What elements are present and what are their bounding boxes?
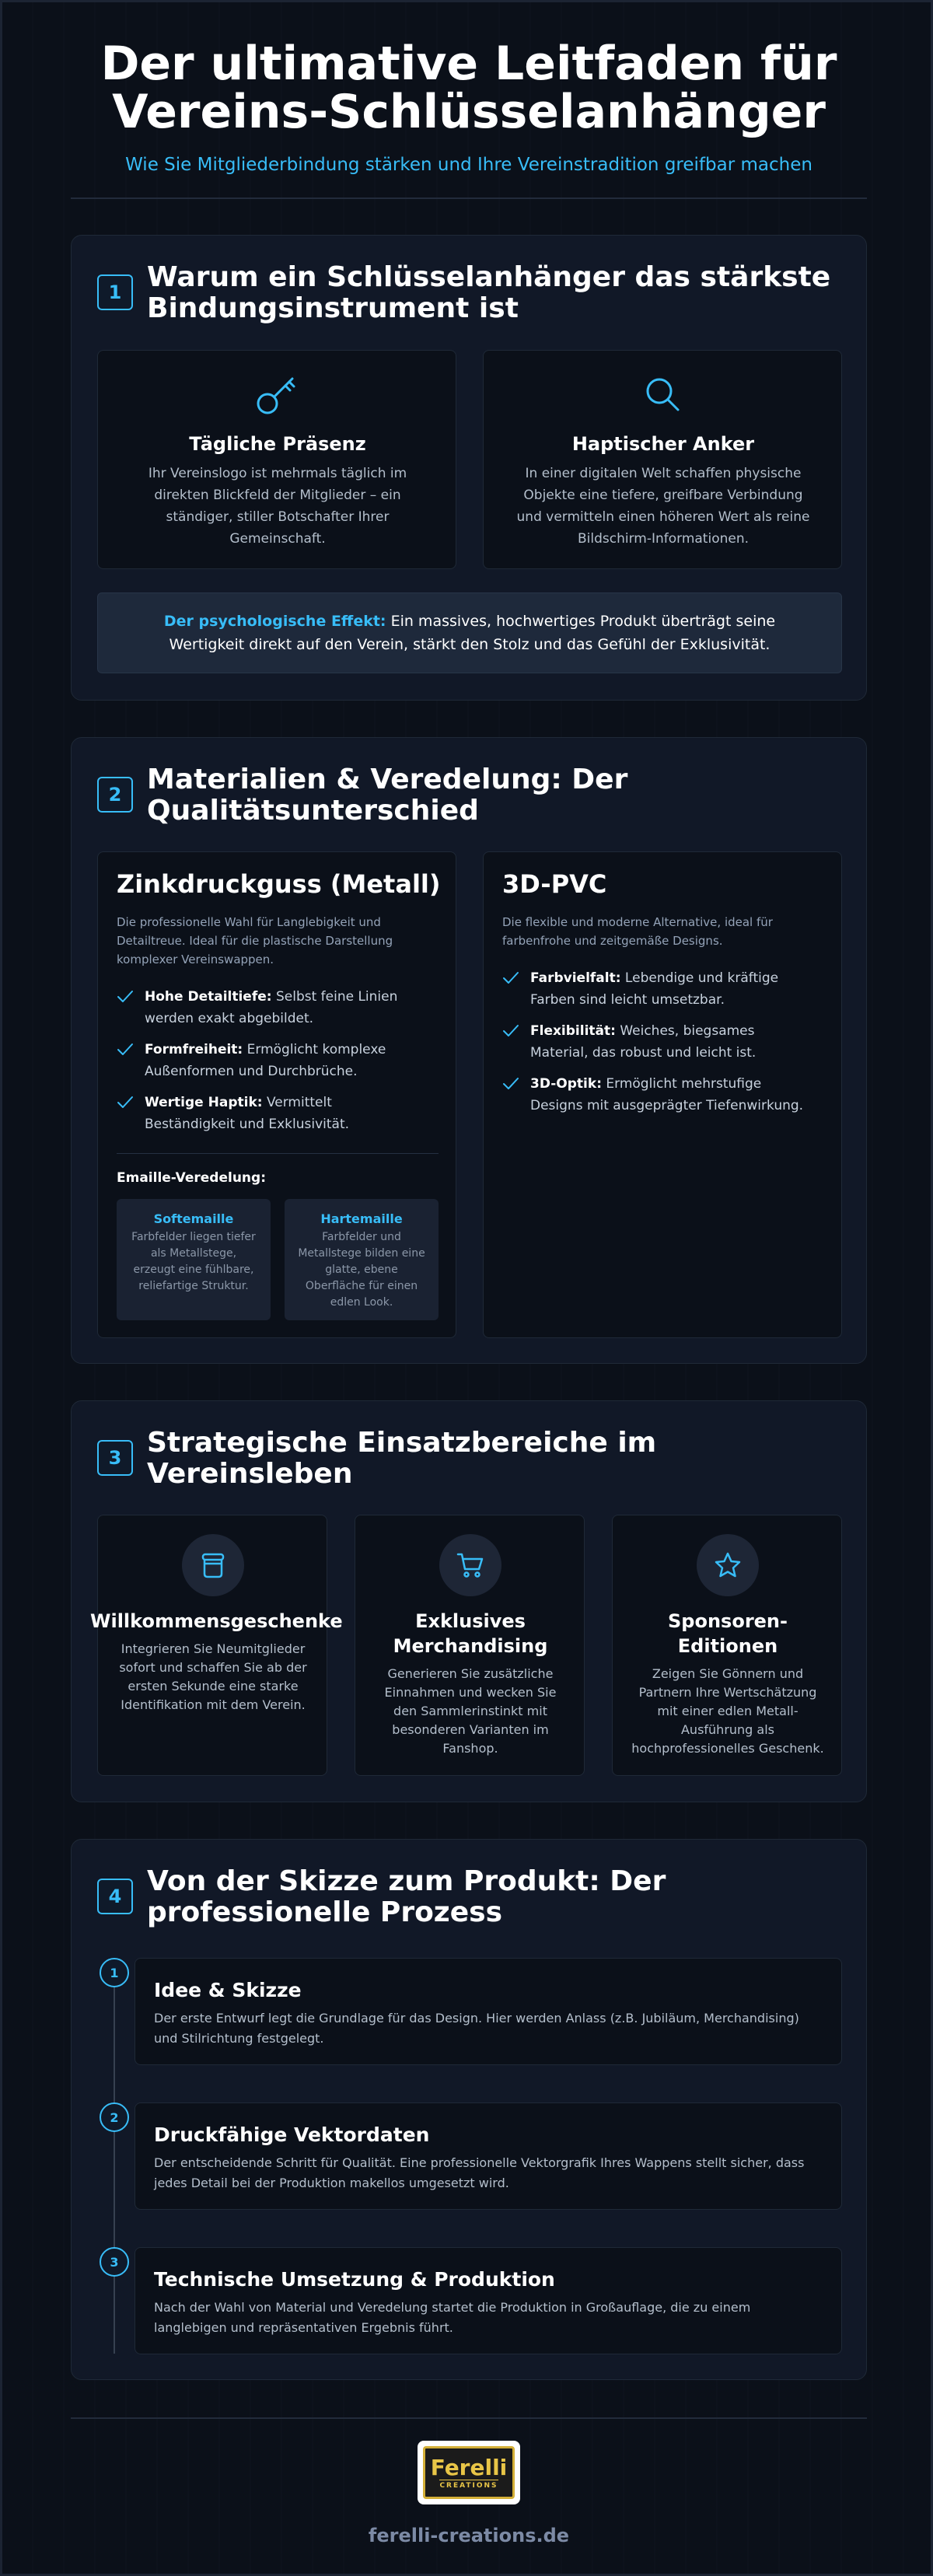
section-title — [147, 1866, 831, 1928]
check-icon — [117, 1095, 134, 1110]
material-description-line: Die professionelle Wahl für Langlebigkeit und — [117, 915, 381, 929]
use-case-text-line: Partnern Ihre Wertschätzung — [638, 1685, 817, 1700]
section-why — [71, 235, 867, 701]
callout-label: Der psychologische Effekt: — [163, 613, 386, 630]
emaille-option-title: Hartemaille — [320, 1211, 403, 1226]
emaille-text-line: Metallstege bilden eine — [298, 1247, 425, 1260]
card-text-line: direkten Blickfeld der Mitglieder – ein — [154, 488, 401, 503]
divider — [117, 1153, 439, 1154]
material-description — [502, 913, 829, 950]
feature-label: Flexibilität: — [530, 1023, 616, 1039]
feature-text: Beständigkeit und Exklusivität. — [145, 1117, 350, 1132]
section-title-line2: Vereinsleben — [147, 1458, 353, 1490]
step-number: 3 — [100, 2247, 129, 2277]
card-title: Tägliche Präsenz — [189, 433, 366, 455]
emaille-option-text — [128, 1229, 260, 1295]
card-zinc-die-cast — [97, 851, 456, 1338]
card-title: Haptischer Anker — [571, 433, 755, 455]
brand-logo-sub: CREATIONS — [439, 2480, 498, 2490]
card-text — [499, 463, 827, 550]
section-number-badge: 4 — [97, 1879, 133, 1914]
page-title-line2: Vereins-Schlüsselanhänger — [112, 85, 826, 139]
feature-item — [502, 1020, 829, 1064]
feature-label: Wertige Haptik: — [145, 1095, 263, 1110]
material-description-line: Detailtreue. Ideal für die plastische Darstellung — [117, 934, 393, 948]
card-text-line: Ihr Vereinslogo ist mehrmals täglich im — [148, 466, 407, 481]
brand-logo-plate — [423, 2446, 515, 2499]
use-case-text-line: Zeigen Sie Gönnern und — [652, 1666, 804, 1681]
section-process — [71, 1839, 867, 2380]
card-haptic-anchor — [483, 350, 842, 569]
step-text-line: Der entscheidende Schritt für Qualität. Eine professionelle Vektorgrafik Ihres Wappens stellt sicher, dass — [154, 2155, 805, 2170]
use-case-text-line: Integrieren Sie Neumitglieder — [121, 1641, 306, 1656]
feature-text: Ermöglicht mehrstufige — [602, 1076, 762, 1092]
step-text — [154, 2153, 823, 2193]
use-case-text-line: Einnahmen und wecken Sie — [384, 1685, 557, 1700]
emaille-text-line: Farbfelder und — [322, 1231, 401, 1243]
section-title-line2: Bindungsinstrument ist — [147, 292, 519, 324]
feature-item — [117, 1092, 443, 1135]
use-case-title-line: Merchandising — [393, 1635, 548, 1657]
use-case-text — [107, 1640, 319, 1714]
step-title: Druckfähige Vektordaten — [154, 2123, 430, 2146]
feature-text: Material, das robust und leicht ist. — [530, 1045, 757, 1061]
check-icon — [502, 970, 519, 986]
feature-text: werden exakt abgebildet. — [145, 1011, 314, 1026]
card-daily-presence — [97, 350, 456, 569]
emaille-text-line: reliefartige Struktur. — [138, 1280, 249, 1292]
feature-label: Hohe Detailtiefe: — [145, 989, 272, 1005]
feature-label: 3D-Optik: — [530, 1076, 602, 1092]
section-number-badge: 2 — [97, 777, 133, 813]
process-timeline — [114, 1968, 115, 2354]
material-description-line: farbenfrohe und zeitgemäße Designs. — [502, 934, 723, 948]
step-text — [154, 2298, 823, 2338]
use-case-title: Willkommensgeschenke — [90, 1610, 343, 1632]
card-text-line: und vermitteln einen höheren Wert als reine — [516, 509, 810, 525]
card-text-line: Gemeinschaft. — [229, 531, 326, 547]
feature-text: Designs mit ausgeprägter Tiefenwirkung. — [530, 1098, 804, 1113]
card-text — [114, 463, 442, 550]
step-text-line: langlebigen und repräsentativen Ergebnis führt. — [154, 2320, 453, 2335]
gift-box-icon — [182, 1534, 244, 1596]
feature-item — [117, 986, 443, 1029]
emaille-hard — [285, 1199, 439, 1320]
use-case-title — [355, 1609, 585, 1658]
process-step — [135, 2247, 842, 2354]
check-icon — [502, 1023, 519, 1039]
card-welcome-gifts — [90, 1515, 343, 1776]
section-title-line1: Warum ein Schlüsselanhänger das stärkste — [147, 261, 831, 293]
search-icon — [639, 371, 687, 419]
step-text — [154, 2008, 823, 2049]
card-sponsor-editions — [612, 1515, 842, 1776]
feature-item — [502, 1073, 829, 1117]
emaille-text-line: glatte, ebene — [325, 1264, 398, 1276]
key-icon — [253, 371, 302, 419]
emaille-text-line: edlen Look. — [330, 1296, 393, 1309]
use-case-text-line: hochprofessionelles Geschenk. — [631, 1741, 824, 1756]
use-case-text-line: Identifikation mit dem Verein. — [121, 1697, 306, 1712]
check-icon — [502, 1076, 519, 1092]
use-case-text-line: Generieren Sie zusätzliche — [387, 1666, 554, 1681]
feature-text: Farben sind leicht umsetzbar. — [530, 992, 725, 1008]
cart-icon — [439, 1534, 501, 1596]
star-icon — [697, 1534, 759, 1596]
step-number: 2 — [100, 2102, 129, 2132]
brand-logo-main: Ferelli — [430, 2454, 508, 2480]
section-number-badge: 3 — [97, 1440, 133, 1476]
use-case-text-line: ersten Sekunde eine starke — [128, 1679, 299, 1693]
section-materials — [71, 737, 867, 1364]
emaille-option-title: Softemaille — [153, 1211, 234, 1226]
feature-item — [117, 1039, 443, 1082]
check-icon — [117, 989, 134, 1005]
material-title: 3D-PVC — [502, 869, 607, 899]
emaille-text-line: als Metallstege, — [150, 1247, 237, 1260]
feature-text: Weiches, biegsames — [615, 1023, 755, 1039]
emaille-text-line: erzeugt eine fühlbare, — [133, 1264, 254, 1276]
process-step — [135, 1958, 842, 2065]
check-icon — [117, 1042, 134, 1057]
material-description-line: Die flexible und moderne Alternative, ideal für — [502, 915, 773, 929]
use-case-title — [613, 1609, 843, 1658]
use-case-title-line: Editionen — [677, 1635, 778, 1657]
material-description-line: komplexer Vereinswappen. — [117, 952, 274, 966]
emaille-text-line: Farbfelder liegen tiefer — [131, 1231, 256, 1243]
step-title: Technische Umsetzung & Produktion — [154, 2268, 555, 2291]
feature-text: Ermöglicht komplexe — [243, 1042, 386, 1057]
callout-text-line2: Wertigkeit direkt auf den Verein, stärkt den Stolz und das Gefühl der Exklusivität. — [169, 636, 771, 653]
feature-label: Formfreiheit: — [145, 1042, 243, 1057]
section-title — [147, 1428, 831, 1490]
use-case-text-line: Fanshop. — [442, 1741, 498, 1756]
brand-logo[interactable] — [418, 2441, 520, 2504]
emaille-option-text — [295, 1229, 428, 1311]
step-text-line: und Stilrichtung festgelegt. — [154, 2031, 324, 2046]
feature-text: Vermittelt — [262, 1095, 332, 1110]
feature-item — [502, 967, 829, 1011]
footer-divider — [71, 2417, 867, 2419]
use-case-text-line: mit einer edlen Metall- — [657, 1704, 798, 1718]
feature-text: Lebendige und kräftige — [620, 970, 779, 986]
feature-text: Außenformen und Durchbrüche. — [145, 1064, 358, 1079]
emaille-soft — [117, 1199, 271, 1320]
section-title-line1: Von der Skizze zum Produkt: Der — [147, 1865, 666, 1897]
section-title-line2: Qualitätsunterschied — [147, 795, 479, 827]
use-case-title-line: Exklusives — [415, 1610, 526, 1632]
callout-text-line1: Ein massives, hochwertiges Produkt überträgt seine — [386, 613, 776, 630]
card-merchandising — [355, 1515, 585, 1776]
page-title — [71, 37, 867, 139]
step-text-line: jedes Detail bei der Produktion makellos umgesetzt wird. — [154, 2176, 509, 2190]
section-title-line2: professionelle Prozess — [147, 1896, 503, 1928]
step-number: 1 — [100, 1958, 129, 1987]
use-case-text — [622, 1665, 833, 1758]
emaille-text-line: Oberfläche für einen — [305, 1280, 418, 1292]
header-divider — [71, 197, 867, 199]
section-use-cases — [71, 1400, 867, 1802]
section-title-line1: Materialien & Veredelung: Der — [147, 764, 628, 795]
footer-website-link[interactable]: ferelli-creations.de — [368, 2525, 570, 2546]
use-case-text-line: den Sammlerinstinkt mit — [393, 1704, 547, 1718]
material-description — [117, 913, 443, 969]
feature-text: Selbst feine Linien — [271, 989, 398, 1005]
step-text-line: Nach der Wahl von Material und Veredelung startet die Produktion in Großauflage, die zu einem — [154, 2300, 751, 2315]
section-title — [147, 764, 831, 827]
section-title — [147, 262, 831, 324]
card-text-line: In einer digitalen Welt schaffen physische — [525, 466, 802, 481]
process-step — [135, 2102, 842, 2210]
emaille-title: Emaille-Veredelung: — [117, 1170, 266, 1186]
use-case-title-line: Sponsoren- — [668, 1610, 788, 1632]
use-case-text-line: besonderen Varianten im — [392, 1722, 549, 1737]
feature-label: Farbvielfalt: — [530, 970, 621, 986]
section-number-badge: 1 — [97, 274, 133, 310]
page-title-line1: Der ultimative Leitfaden für — [100, 37, 837, 91]
card-text-line: ständiger, stiller Botschafter Ihrer — [166, 509, 390, 525]
page-subtitle: Wie Sie Mitgliederbindung stärken und Ihre Vereinstradition greifbar machen — [125, 155, 812, 175]
section-title-line1: Strategische Einsatzbereiche im — [147, 1427, 657, 1459]
step-title: Idee & Skizze — [154, 1979, 302, 2001]
step-text-line: Der erste Entwurf legt die Grundlage für das Design. Hier werden Anlass (z.B. Jubiläum, Merchandising) — [154, 2011, 799, 2025]
use-case-text-line: Ausführung als — [680, 1722, 775, 1737]
psychological-effect-callout — [97, 592, 842, 673]
use-case-text — [365, 1665, 576, 1758]
use-case-text-line: sofort und schaffen Sie ab der — [119, 1660, 307, 1675]
material-title: Zinkdruckguss (Metall) — [117, 869, 441, 899]
card-text-line: Bildschirm-Informationen. — [577, 531, 750, 547]
card-3d-pvc — [483, 851, 842, 1338]
card-text-line: Objekte eine tiefere, greifbare Verbindung — [523, 488, 803, 503]
